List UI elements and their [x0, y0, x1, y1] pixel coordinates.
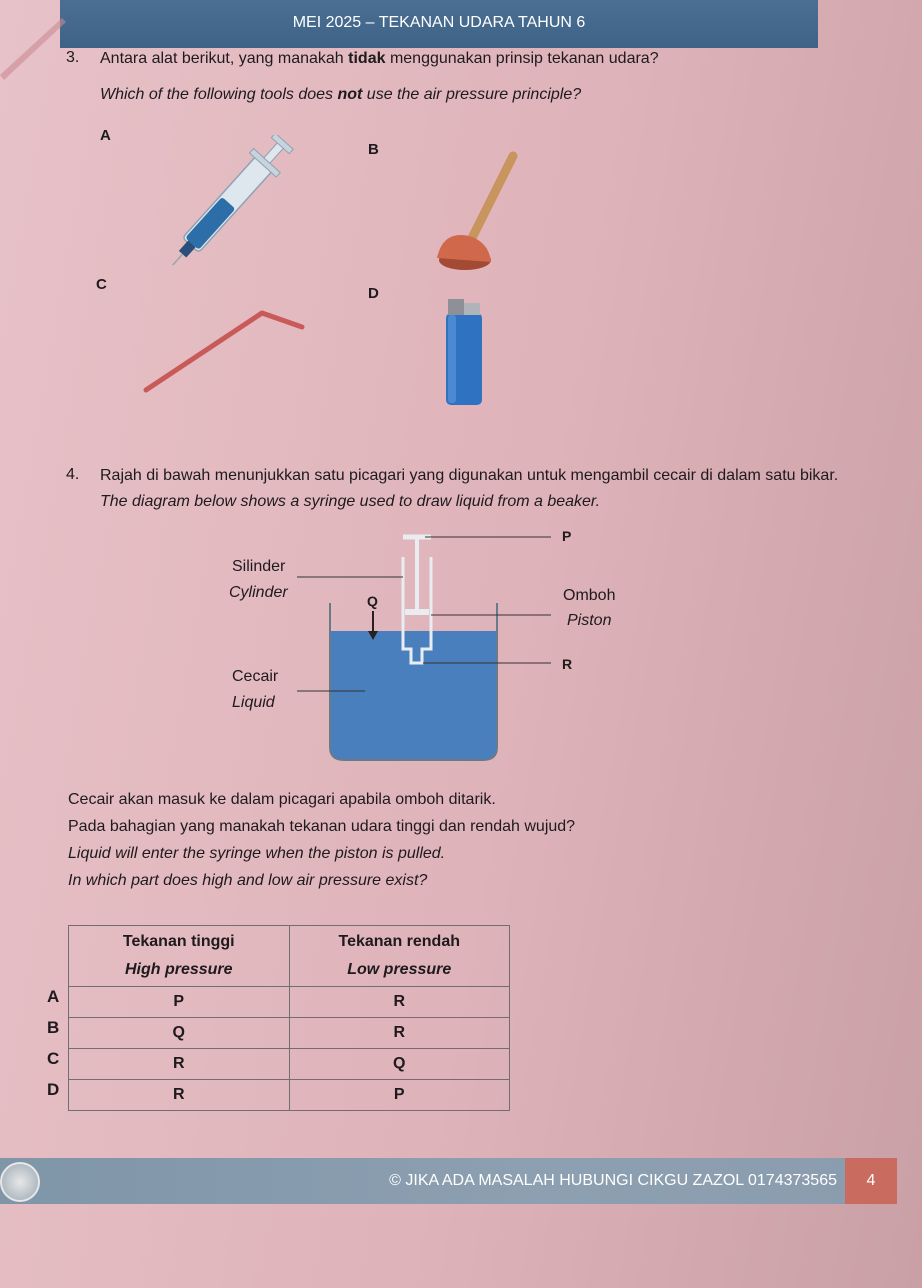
q4-intro-ms: Rajah di bawah menunjukkan satu picagari yang digunakan untuk mengambil cecair di dalam satu bikar.	[100, 467, 839, 484]
syringe-icon	[150, 135, 310, 265]
table-row[interactable]: R Q	[69, 1049, 510, 1080]
q3-text-en: Which of the following tools does not use the air pressure principle?	[100, 86, 582, 103]
header-high-pressure: Tekanan tinggi High pressure	[69, 926, 290, 987]
label-r: R	[562, 656, 573, 672]
table-row-letter[interactable]: B	[47, 1018, 60, 1037]
page-number: 4	[845, 1158, 897, 1204]
q4-stem-ms-2: Pada bahagian yang manakah tekanan udara tinggi dan rendah wujud?	[68, 818, 576, 835]
table-row-letter[interactable]: D	[47, 1080, 60, 1099]
q4-stem-ms-1: Cecair akan masuk ke dalam picagari apabila omboh ditarik.	[68, 791, 496, 808]
label-omboh: Omboh	[563, 587, 616, 604]
header-low-pressure: Tekanan rendah Low pressure	[289, 926, 510, 987]
footer-copyright: © JIKA ADA MASALAH HUBUNGI CIKGU ZAZOL 0174373565	[389, 1172, 837, 1189]
table-row[interactable]: P R	[69, 987, 510, 1018]
q4-stem-en-1: Liquid will enter the syringe when the piston is pulled.	[68, 845, 446, 862]
table-row[interactable]: R P	[69, 1080, 510, 1111]
plunger-icon	[425, 150, 525, 280]
q3-option-d[interactable]: D	[368, 285, 379, 302]
label-cylinder: Cylinder	[229, 584, 288, 601]
corner-decoration	[0, 0, 70, 80]
page-header	[60, 0, 818, 48]
q3-option-b[interactable]: B	[368, 141, 379, 158]
q3-number: 3.	[66, 49, 80, 66]
q3-option-a[interactable]: A	[100, 127, 111, 144]
answer-table	[68, 925, 510, 1111]
school-logo-icon	[0, 1162, 40, 1202]
lighter-icon	[440, 295, 490, 410]
label-liquid: Liquid	[232, 694, 275, 711]
label-piston: Piston	[567, 612, 612, 629]
label-q: Q	[367, 593, 378, 609]
label-silinder: Silinder	[232, 558, 286, 575]
straw-icon	[140, 305, 310, 395]
header-title: MEI 2025 – TEKANAN UDARA TAHUN 6	[292, 14, 586, 31]
q4-number: 4.	[66, 466, 80, 483]
syringe-beaker-diagram	[225, 525, 645, 770]
table-row-letter[interactable]: A	[47, 987, 60, 1006]
label-p: P	[562, 528, 572, 544]
q4-intro-en: The diagram below shows a syringe used to draw liquid from a beaker.	[100, 493, 601, 510]
label-cecair: Cecair	[232, 668, 279, 685]
q4-stem-en-2: In which part does high and low air pressure exist?	[68, 872, 428, 889]
table-row[interactable]: Q R	[69, 1018, 510, 1049]
table-row-letter[interactable]: C	[47, 1049, 60, 1068]
q3-text-ms: Antara alat berikut, yang manakah tidak menggunakan prinsip tekanan udara?	[100, 50, 659, 67]
q3-option-c[interactable]: C	[96, 276, 107, 293]
page-footer	[0, 1158, 897, 1204]
